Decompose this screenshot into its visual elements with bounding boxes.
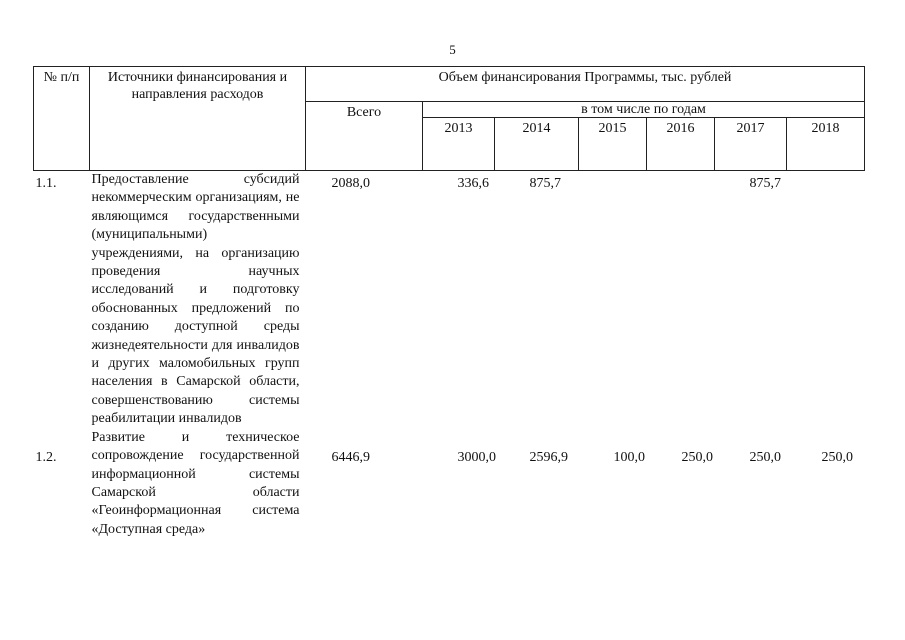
table-row bbox=[34, 429, 865, 539]
header-year-2017: 2017 bbox=[715, 118, 787, 171]
header-source: Источники финансирования и направления расходов bbox=[90, 67, 306, 171]
row-num: 1.1. bbox=[35, 176, 57, 191]
financing-table bbox=[33, 66, 865, 539]
table-row bbox=[34, 171, 865, 429]
header-by-years: в том числе по годам bbox=[423, 102, 865, 118]
row-description: Предоставление субсидий некоммерческим организациям, не являющимся государственными (муниципальными) учреждениями, на организацию проведения научных исследований и подготовку обоснованных предложений по созданию доступной среды жизнедеятельности для инвалидов и других маломобильных групп населения в Самарской области, совершенствованию системы реабилитации инвалидов bbox=[91, 172, 300, 427]
row-2018 bbox=[787, 171, 865, 429]
row-2018: 250,0 bbox=[821, 449, 853, 465]
header-year-2014: 2014 bbox=[495, 118, 579, 171]
row-2016: 250,0 bbox=[681, 449, 713, 465]
header-year-2018: 2018 bbox=[787, 118, 865, 171]
row-2013: 336,6 bbox=[457, 176, 489, 191]
header-year-2015: 2015 bbox=[579, 118, 647, 171]
header-total: Всего bbox=[306, 102, 423, 171]
row-num: 1.2. bbox=[35, 449, 57, 465]
row-2017: 875,7 bbox=[749, 176, 781, 191]
row-2016 bbox=[647, 171, 715, 429]
row-total: 2088,0 bbox=[331, 176, 370, 191]
row-2017: 250,0 bbox=[749, 449, 781, 465]
row-description: Развитие и техническое сопровождение государственной информационной системы Самарской области «Геоинформационная система «Доступная среда» bbox=[91, 429, 300, 537]
header-year-2016: 2016 bbox=[647, 118, 715, 171]
header-year-2013: 2013 bbox=[423, 118, 495, 171]
row-2014: 2596,9 bbox=[529, 449, 568, 465]
row-total: 6446,9 bbox=[331, 449, 370, 465]
row-2015 bbox=[579, 171, 647, 429]
header-volume: Объем финансирования Программы, тыс. рублей bbox=[306, 67, 865, 102]
row-2015: 100,0 bbox=[613, 449, 645, 465]
header-num: № п/п bbox=[34, 67, 90, 171]
row-2013: 3000,0 bbox=[457, 449, 496, 465]
page-number: 5 bbox=[449, 42, 456, 57]
row-2014: 875,7 bbox=[529, 176, 561, 191]
